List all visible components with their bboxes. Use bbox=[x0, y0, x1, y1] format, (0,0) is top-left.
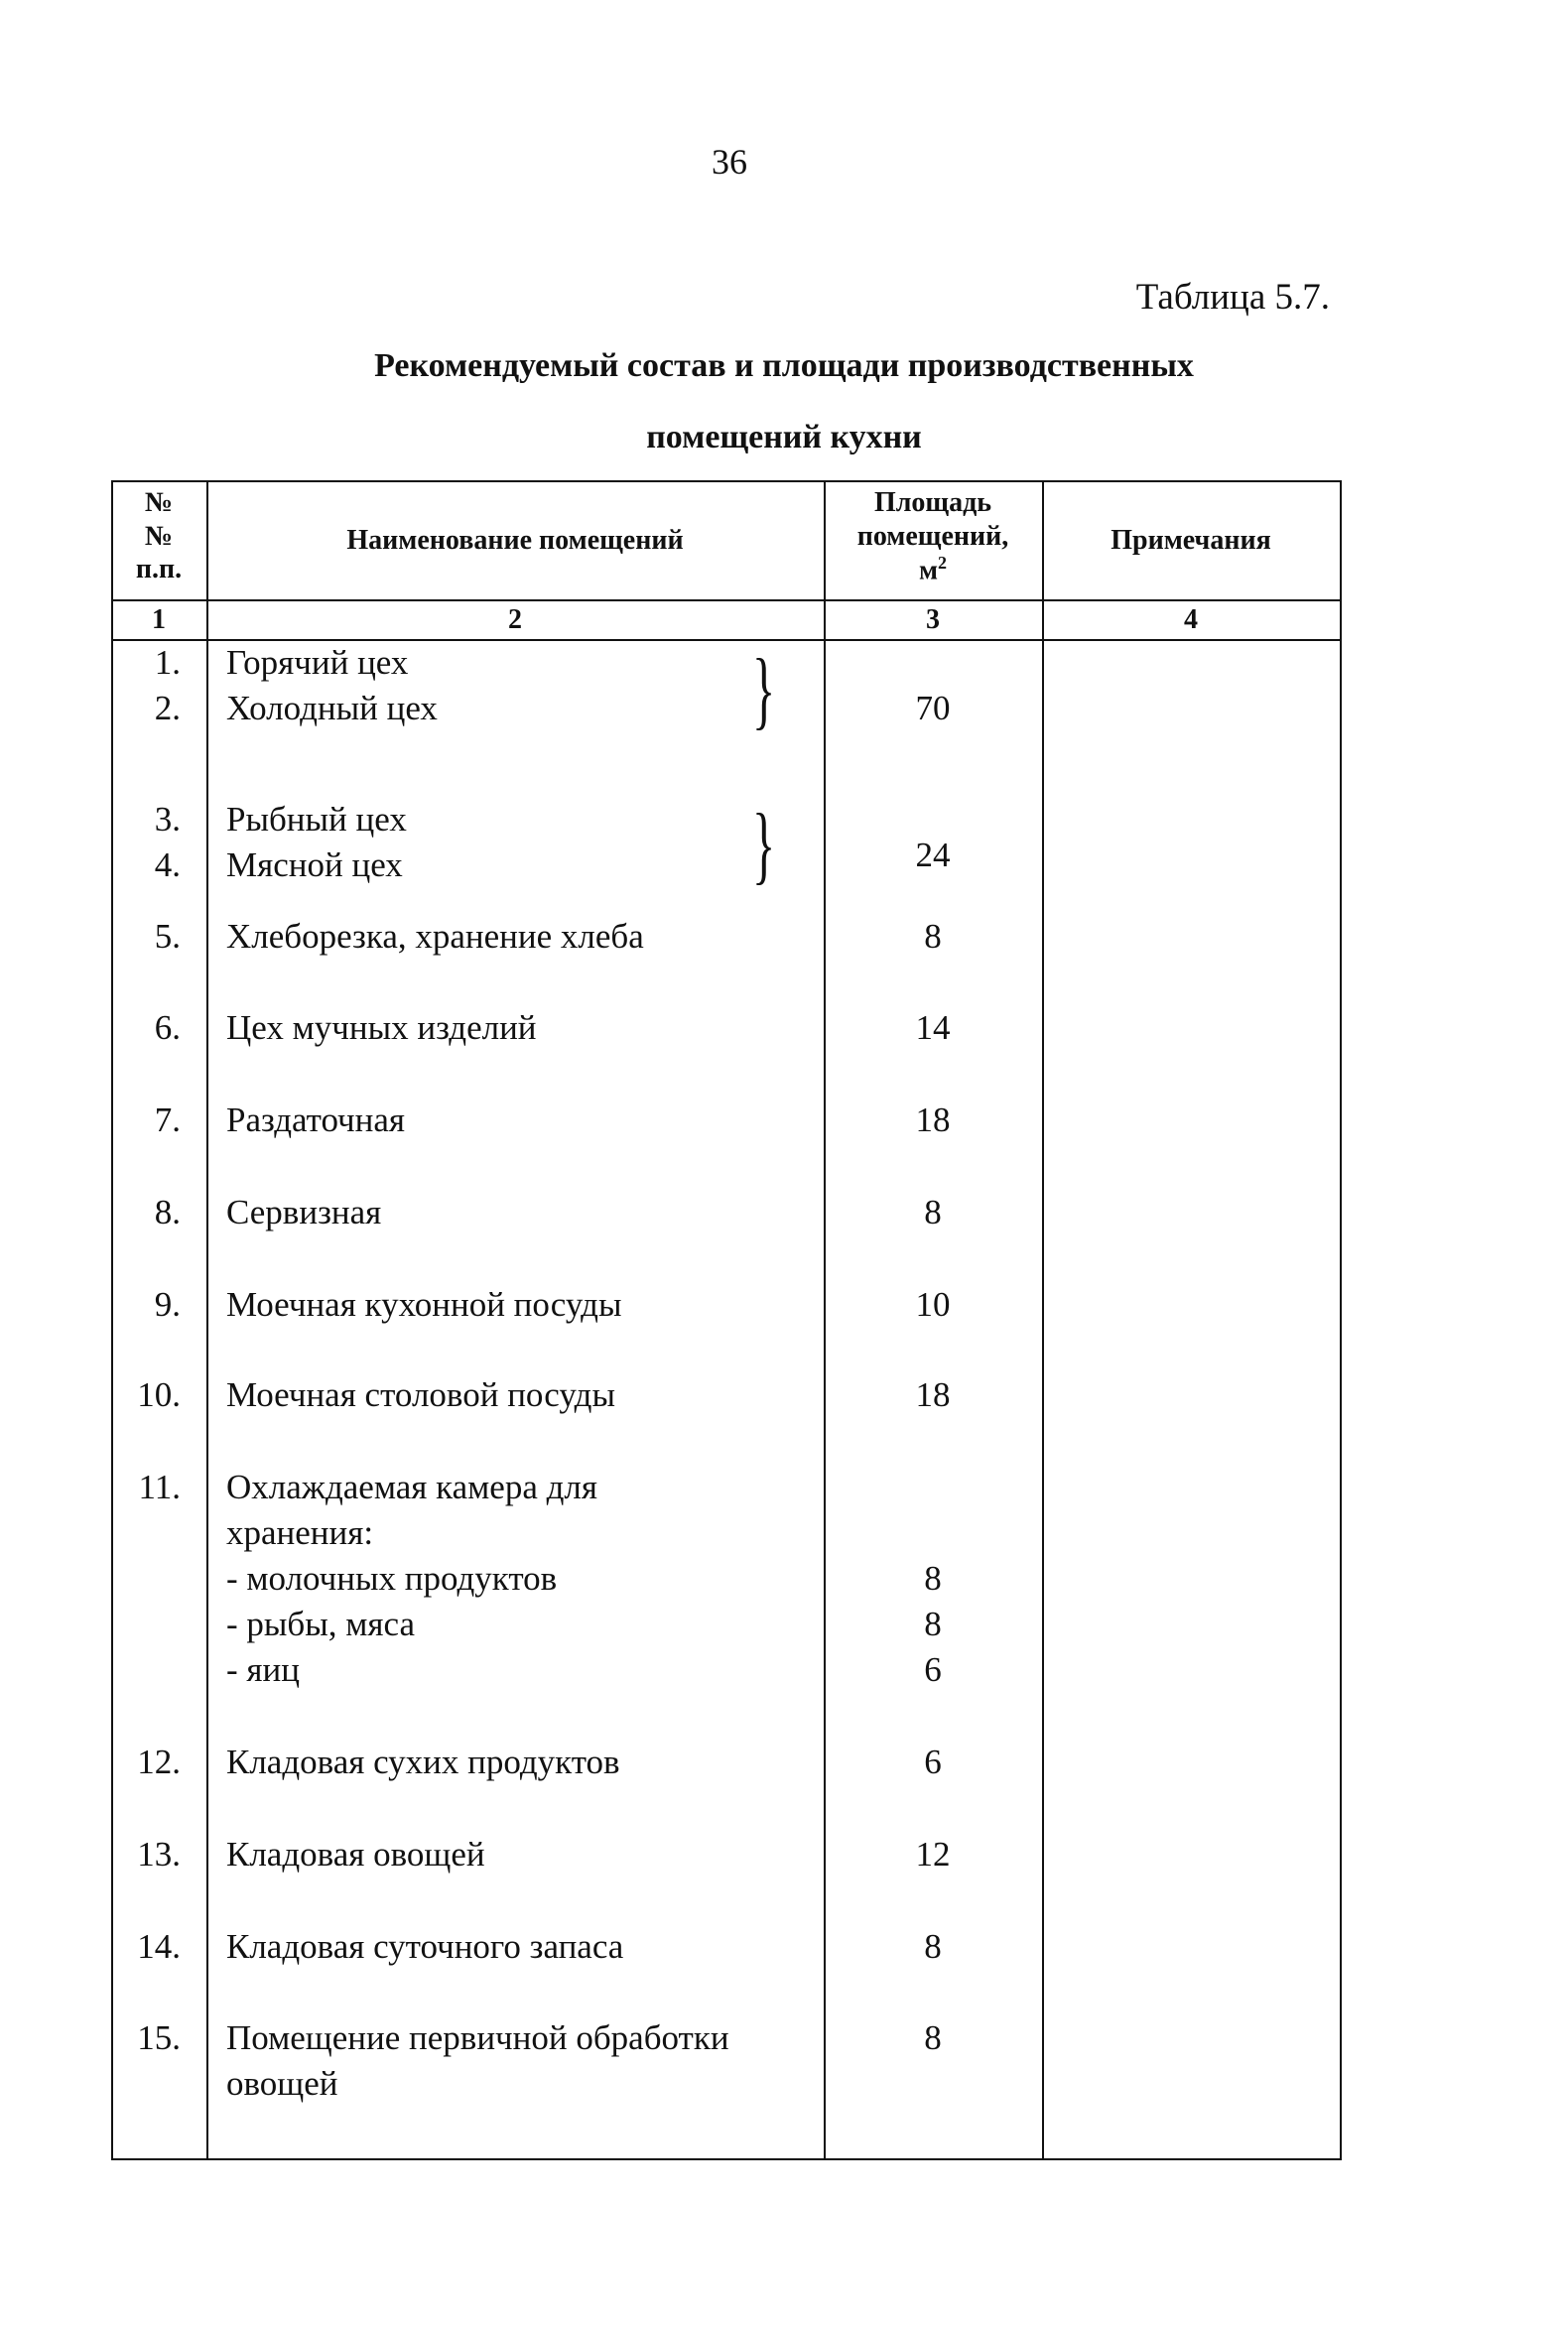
rooms-table bbox=[111, 480, 1342, 2160]
room-area: 18 bbox=[915, 1100, 951, 1139]
room-name: Помещение первичной обработки bbox=[226, 2018, 729, 2057]
group-area-1: 70 bbox=[915, 689, 951, 727]
room-name: хранения: bbox=[226, 1513, 374, 1552]
header-area-line3 bbox=[824, 553, 1042, 587]
row-number: 3. bbox=[154, 800, 181, 839]
room-name: Кладовая сухих продуктов bbox=[226, 1743, 620, 1781]
room-subitem: - яиц bbox=[226, 1650, 300, 1689]
room-area: 8 bbox=[924, 1193, 942, 1231]
col-number-4: 4 bbox=[1184, 604, 1198, 635]
row-number: 7. bbox=[154, 1100, 181, 1139]
row-number: 8. bbox=[154, 1193, 181, 1231]
table-label: Таблица 5.7. bbox=[1135, 277, 1330, 318]
room-name: Кладовая овощей bbox=[226, 1835, 485, 1874]
header-area-unit: м bbox=[918, 555, 939, 586]
room-area: 10 bbox=[915, 1285, 951, 1324]
room-area: 8 bbox=[924, 1927, 942, 1966]
room-area: 6 bbox=[924, 1743, 942, 1781]
room-area: 8 bbox=[924, 917, 942, 956]
row-number: 5. bbox=[154, 917, 181, 956]
row-number: 13. bbox=[137, 1835, 181, 1874]
room-name: Цех мучных изделий bbox=[226, 1008, 537, 1047]
column-divider-2 bbox=[824, 480, 826, 2160]
room-name: Моечная кухонной посуды bbox=[226, 1285, 622, 1324]
room-name: Рыбный цех bbox=[226, 800, 407, 839]
group-brace-1: } bbox=[752, 642, 776, 738]
room-name: Хлеборезка, хранение хлеба bbox=[226, 917, 644, 956]
col-number-2: 2 bbox=[508, 604, 522, 635]
header-area-line1: Площадь bbox=[873, 487, 992, 518]
header-no-line3: п.п. bbox=[135, 554, 183, 585]
room-subitem: - молочных продуктов bbox=[226, 1559, 558, 1598]
header-area-line2: помещений, bbox=[856, 520, 1009, 552]
header-area-unit-exponent: 2 bbox=[938, 553, 948, 574]
room-name: Сервизная bbox=[226, 1193, 382, 1231]
room-area: 6 bbox=[924, 1650, 942, 1689]
header-no bbox=[111, 486, 206, 586]
table-title-line1: Рекомендуемый состав и площади производственных bbox=[374, 347, 1194, 384]
room-name: Кладовая суточного запаса bbox=[226, 1927, 624, 1966]
row-number: 2. bbox=[154, 689, 181, 727]
row-number: 9. bbox=[154, 1285, 181, 1324]
room-area: 12 bbox=[915, 1835, 951, 1874]
row-number: 14. bbox=[137, 1927, 181, 1966]
row-number: 1. bbox=[154, 643, 181, 682]
header-name: Наименование помещений bbox=[346, 525, 684, 556]
col-number-3: 3 bbox=[926, 604, 940, 635]
header-notes: Примечания bbox=[1111, 525, 1271, 556]
row-number: 11. bbox=[138, 1468, 181, 1506]
page-number: 36 bbox=[712, 142, 747, 182]
room-subitem: - рыбы, мяса bbox=[226, 1605, 415, 1643]
col-number-1: 1 bbox=[152, 604, 166, 635]
group-brace-2: } bbox=[752, 797, 776, 893]
column-divider-3 bbox=[1042, 480, 1044, 2160]
room-area: 8 bbox=[924, 1559, 942, 1598]
header-area bbox=[824, 486, 1042, 587]
room-name: Горячий цех bbox=[226, 643, 409, 682]
room-area: 8 bbox=[924, 2018, 942, 2057]
header-no-line2: № bbox=[144, 520, 174, 552]
room-name: Раздаточная bbox=[226, 1100, 406, 1139]
header-divider bbox=[111, 599, 1342, 601]
room-name: Охлаждаемая камера для bbox=[226, 1468, 597, 1506]
table-border-right bbox=[1340, 480, 1342, 2160]
row-number: 10. bbox=[137, 1375, 181, 1414]
row-number: 4. bbox=[154, 845, 181, 884]
column-number-divider bbox=[111, 639, 1342, 641]
header-no-line1: № bbox=[144, 487, 174, 518]
row-number: 12. bbox=[137, 1743, 181, 1781]
room-name: Холодный цех bbox=[226, 689, 438, 727]
group-area-2: 24 bbox=[915, 836, 951, 874]
table-title-line2: помещений кухни bbox=[646, 419, 922, 455]
column-divider-1 bbox=[206, 480, 208, 2160]
room-area: 8 bbox=[924, 1605, 942, 1643]
row-number: 15. bbox=[137, 2018, 181, 2057]
room-name: Мясной цех bbox=[226, 845, 403, 884]
room-area: 18 bbox=[915, 1375, 951, 1414]
room-name: овощей bbox=[226, 2064, 338, 2103]
row-number: 6. bbox=[154, 1008, 181, 1047]
room-name: Моечная столовой посуды bbox=[226, 1375, 615, 1414]
table-border-bottom bbox=[111, 2158, 1342, 2160]
room-area: 14 bbox=[915, 1008, 951, 1047]
table-border-top bbox=[111, 480, 1342, 482]
